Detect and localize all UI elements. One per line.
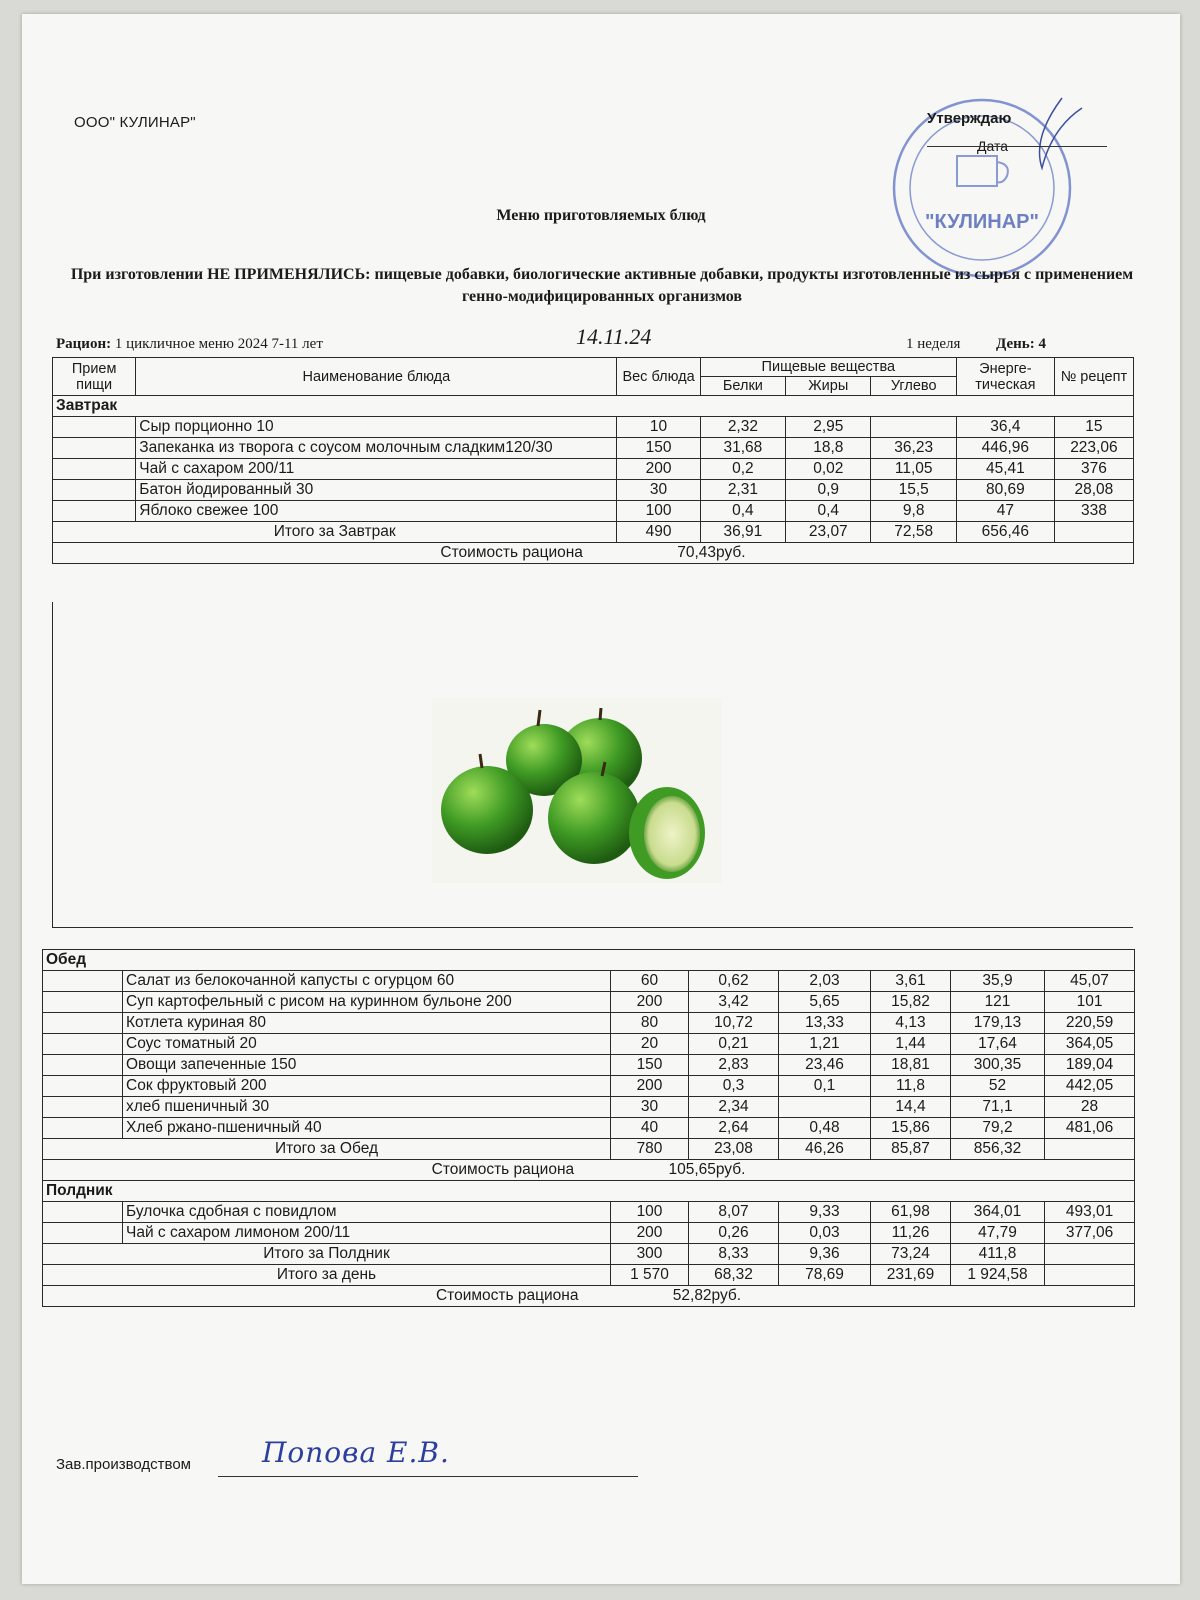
page-title: Меню приготовляемых блюд [496, 207, 706, 224]
dish-carbs: 61,98 [871, 1202, 951, 1223]
dish-energy: 52 [951, 1076, 1045, 1097]
total-weight: 780 [611, 1139, 689, 1160]
dish-recipe: 28 [1045, 1097, 1135, 1118]
manager-label: Зав.производством [56, 1456, 191, 1473]
section-title: Завтрак [53, 396, 1134, 417]
total-weight: 1 570 [611, 1265, 689, 1286]
dish-carbs: 11,05 [871, 459, 956, 480]
dish-weight: 30 [611, 1097, 689, 1118]
dish-name: хлеб пшеничный 30 [123, 1097, 611, 1118]
meal-cell [43, 1202, 123, 1223]
table-row [43, 1097, 1135, 1118]
dish-energy: 47 [956, 501, 1054, 522]
meal-cell [43, 971, 123, 992]
ration-value: 1 цикличное меню 2024 7-11 лет [114, 336, 323, 352]
total-weight: 300 [611, 1244, 689, 1265]
dish-energy: 121 [951, 992, 1045, 1013]
dish-name: Сок фруктовый 200 [123, 1076, 611, 1097]
dish-carbs: 3,61 [871, 971, 951, 992]
table-header-row [53, 358, 1134, 377]
dish-fat: 23,46 [779, 1055, 871, 1076]
dish-protein: 3,42 [689, 992, 779, 1013]
cost-label: Стоимость рациона [431, 1161, 575, 1178]
dish-weight: 20 [611, 1034, 689, 1055]
total-energy: 1 924,58 [951, 1265, 1045, 1286]
table-row [43, 1223, 1135, 1244]
lunch-total-row [43, 1139, 1135, 1160]
dish-fat: 13,33 [779, 1013, 871, 1034]
dish-fat [779, 1097, 871, 1118]
dish-protein: 2,31 [700, 480, 785, 501]
dish-fat: 1,21 [779, 1034, 871, 1055]
col-carbs: Углево [871, 377, 956, 396]
dish-name: Хлеб ржано-пшеничный 40 [123, 1118, 611, 1139]
meal-cell [43, 1055, 123, 1076]
table-row [53, 480, 1134, 501]
approved-label: Утверждаю [927, 110, 1012, 127]
dish-carbs: 15,82 [871, 992, 951, 1013]
table-row [43, 971, 1135, 992]
dish-protein: 0,21 [689, 1034, 779, 1055]
table-row [43, 992, 1135, 1013]
dish-protein: 0,3 [689, 1076, 779, 1097]
section-title: Полдник [43, 1181, 1135, 1202]
total-label: Итого за день [43, 1265, 611, 1286]
dish-fat: 0,03 [779, 1223, 871, 1244]
approval-stamp [862, 78, 1102, 278]
meal-cell [53, 501, 136, 522]
dish-fat: 0,9 [786, 480, 871, 501]
meal-cell [53, 417, 136, 438]
dish-carbs: 11,26 [871, 1223, 951, 1244]
section-lunch [43, 950, 1135, 971]
stamp-text: "КУЛИНАР" [925, 211, 1039, 233]
dish-carbs: 1,44 [871, 1034, 951, 1055]
dish-energy: 364,01 [951, 1202, 1045, 1223]
dish-protein: 2,83 [689, 1055, 779, 1076]
breakfast-cost-row [53, 543, 1134, 564]
table-row [53, 459, 1134, 480]
dish-fat: 18,8 [786, 438, 871, 459]
dish-fat: 0,4 [786, 501, 871, 522]
dish-name: Чай с сахаром лимоном 200/11 [123, 1223, 611, 1244]
dish-energy: 446,96 [956, 438, 1054, 459]
dish-fat: 5,65 [779, 992, 871, 1013]
dish-name: Сыр порционно 10 [136, 417, 617, 438]
dish-energy: 35,9 [951, 971, 1045, 992]
total-fat: 46,26 [779, 1139, 871, 1160]
meal-cell [43, 1118, 123, 1139]
table-row [43, 1076, 1135, 1097]
dish-fat: 0,1 [779, 1076, 871, 1097]
dish-carbs: 14,4 [871, 1097, 951, 1118]
total-label: Итого за Полдник [43, 1244, 611, 1265]
dish-fat: 9,33 [779, 1202, 871, 1223]
dish-weight: 30 [617, 480, 700, 501]
total-carbs: 85,87 [871, 1139, 951, 1160]
dish-weight: 100 [617, 501, 700, 522]
ration-line [56, 324, 1116, 353]
dish-name: Котлета куриная 80 [123, 1013, 611, 1034]
total-protein: 36,91 [700, 522, 785, 543]
dish-weight: 150 [617, 438, 700, 459]
organization-name: ООО" КУЛИНАР" [74, 114, 196, 131]
dish-recipe: 45,07 [1045, 971, 1135, 992]
dish-recipe: 101 [1045, 992, 1135, 1013]
meal-cell [53, 438, 136, 459]
dish-recipe: 377,06 [1045, 1223, 1135, 1244]
col-weight: Вес блюда [617, 358, 700, 396]
dish-energy: 80,69 [956, 480, 1054, 501]
dish-recipe: 15 [1054, 417, 1133, 438]
dish-protein: 0,2 [700, 459, 785, 480]
dish-protein: 2,64 [689, 1118, 779, 1139]
dish-name: Суп картофельный с рисом на куринном бульоне 200 [123, 992, 611, 1013]
additives-notice: При изготовлении НЕ ПРИМЕНЯЛИСЬ: пищевые добавки, биологические активные добавки, продукты изготовленные из сырья с применением генно-модифицированных организмов [70, 266, 1134, 305]
signature: Попова Е.В. [262, 1436, 450, 1469]
total-energy: 411,8 [951, 1244, 1045, 1265]
dish-protein: 0,26 [689, 1223, 779, 1244]
dish-carbs: 4,13 [871, 1013, 951, 1034]
meal-cell [43, 1076, 123, 1097]
dish-protein: 2,32 [700, 417, 785, 438]
meal-cell [43, 1013, 123, 1034]
col-dish: Наименование блюда [136, 358, 617, 396]
dish-name: Запеканка из творога с соусом молочным сладким120/30 [136, 438, 617, 459]
dish-weight: 150 [611, 1055, 689, 1076]
dish-weight: 10 [617, 417, 700, 438]
total-protein: 68,32 [689, 1265, 779, 1286]
col-meal: Прием пищи [53, 358, 136, 396]
table-row [43, 1118, 1135, 1139]
total-energy: 656,46 [956, 522, 1054, 543]
total-protein: 8,33 [689, 1244, 779, 1265]
dish-carbs: 36,23 [871, 438, 956, 459]
dish-fat: 0,48 [779, 1118, 871, 1139]
handwritten-date: 14.11.24 [576, 324, 652, 349]
dish-protein: 0,62 [689, 971, 779, 992]
dish-fat: 2,03 [779, 971, 871, 992]
dish-weight: 60 [611, 971, 689, 992]
meal-cell [43, 992, 123, 1013]
lunch-cost-row [43, 1160, 1135, 1181]
dish-energy: 17,64 [951, 1034, 1045, 1055]
week-label: 1 неделя [906, 336, 961, 352]
dish-name: Батон йодированный 30 [136, 480, 617, 501]
day-label: День: 4 [996, 336, 1046, 352]
ration-label: Рацион: [56, 336, 112, 352]
dish-name: Салат из белокочанной капусты с огурцом 60 [123, 971, 611, 992]
dish-protein: 10,72 [689, 1013, 779, 1034]
cost-value: 52,82руб. [672, 1287, 742, 1304]
dish-recipe: 493,01 [1045, 1202, 1135, 1223]
col-recipe: № рецепт [1054, 358, 1133, 396]
total-protein: 23,08 [689, 1139, 779, 1160]
dish-name: Булочка сдобная с повидлом [123, 1202, 611, 1223]
day-total-row [43, 1265, 1135, 1286]
cost-value: 105,65руб. [668, 1161, 746, 1178]
cost-label: Стоимость рациона [440, 544, 583, 561]
dish-recipe: 223,06 [1054, 438, 1133, 459]
total-carbs: 231,69 [871, 1265, 951, 1286]
dish-energy: 300,35 [951, 1055, 1045, 1076]
dish-carbs: 15,86 [871, 1118, 951, 1139]
dish-carbs: 15,5 [871, 480, 956, 501]
dish-protein: 8,07 [689, 1202, 779, 1223]
dish-weight: 200 [611, 1223, 689, 1244]
snack-total-row [43, 1244, 1135, 1265]
dish-energy: 179,13 [951, 1013, 1045, 1034]
table-row [43, 1013, 1135, 1034]
dish-weight: 100 [611, 1202, 689, 1223]
signature-line [218, 1476, 638, 1477]
dish-energy: 36,4 [956, 417, 1054, 438]
dish-weight: 40 [611, 1118, 689, 1139]
total-fat: 9,36 [779, 1244, 871, 1265]
meal-cell [53, 459, 136, 480]
dish-weight: 80 [611, 1013, 689, 1034]
dish-weight: 200 [617, 459, 700, 480]
total-label: Итого за Завтрак [53, 522, 617, 543]
section-breakfast [53, 396, 1134, 417]
dish-fat: 2,95 [786, 417, 871, 438]
meal-cell [43, 1223, 123, 1244]
total-fat: 78,69 [779, 1265, 871, 1286]
approval-line [927, 146, 1107, 147]
table-row [43, 1202, 1135, 1223]
dish-recipe: 189,04 [1045, 1055, 1135, 1076]
dish-fat: 0,02 [786, 459, 871, 480]
total-carbs: 73,24 [871, 1244, 951, 1265]
dish-weight: 200 [611, 992, 689, 1013]
breakfast-total-row [53, 522, 1134, 543]
dish-recipe: 364,05 [1045, 1034, 1135, 1055]
dish-recipe: 481,06 [1045, 1118, 1135, 1139]
table-row [53, 438, 1134, 459]
dish-recipe: 376 [1054, 459, 1133, 480]
section-title: Обед [43, 950, 1135, 971]
dish-protein: 0,4 [700, 501, 785, 522]
table-row [43, 1055, 1135, 1076]
dish-energy: 79,2 [951, 1118, 1045, 1139]
cost-label: Стоимость рациона [435, 1287, 579, 1304]
dish-energy: 45,41 [956, 459, 1054, 480]
dish-carbs: 18,81 [871, 1055, 951, 1076]
dish-recipe: 220,59 [1045, 1013, 1135, 1034]
meal-cell [43, 1097, 123, 1118]
lunch-snack-table [42, 949, 1135, 1307]
dish-energy: 71,1 [951, 1097, 1045, 1118]
meal-cell [53, 480, 136, 501]
dish-carbs [871, 417, 956, 438]
dish-energy: 47,79 [951, 1223, 1045, 1244]
day-cost-row [43, 1286, 1135, 1307]
col-energy: Энерге-тическая [956, 358, 1054, 396]
dish-name: Овощи запеченные 150 [123, 1055, 611, 1076]
dish-carbs: 11,8 [871, 1076, 951, 1097]
total-weight: 490 [617, 522, 700, 543]
green-apples-photo [432, 698, 722, 883]
table-row [53, 501, 1134, 522]
total-energy: 856,32 [951, 1139, 1045, 1160]
dish-recipe: 338 [1054, 501, 1133, 522]
col-nutrients: Пищевые вещества [700, 358, 956, 377]
table-row [43, 1034, 1135, 1055]
dish-protein: 31,68 [700, 438, 785, 459]
total-label: Итого за Обед [43, 1139, 611, 1160]
col-fat: Жиры [786, 377, 871, 396]
dish-weight: 200 [611, 1076, 689, 1097]
dish-protein: 2,34 [689, 1097, 779, 1118]
approved-date-label: Дата [977, 138, 1009, 154]
dish-name: Чай с сахаром 200/11 [136, 459, 617, 480]
total-carbs: 72,58 [871, 522, 956, 543]
breakfast-table [52, 357, 1134, 564]
dish-name: Соус томатный 20 [123, 1034, 611, 1055]
dish-carbs: 9,8 [871, 501, 956, 522]
dish-recipe: 28,08 [1054, 480, 1133, 501]
dish-name: Яблоко свежее 100 [136, 501, 617, 522]
cost-value: 70,43руб. [677, 544, 746, 561]
table-row [53, 417, 1134, 438]
col-protein: Белки [700, 377, 785, 396]
dish-recipe: 442,05 [1045, 1076, 1135, 1097]
total-fat: 23,07 [786, 522, 871, 543]
menu-sheet [22, 14, 1180, 1584]
meal-cell [43, 1034, 123, 1055]
section-snack [43, 1181, 1135, 1202]
